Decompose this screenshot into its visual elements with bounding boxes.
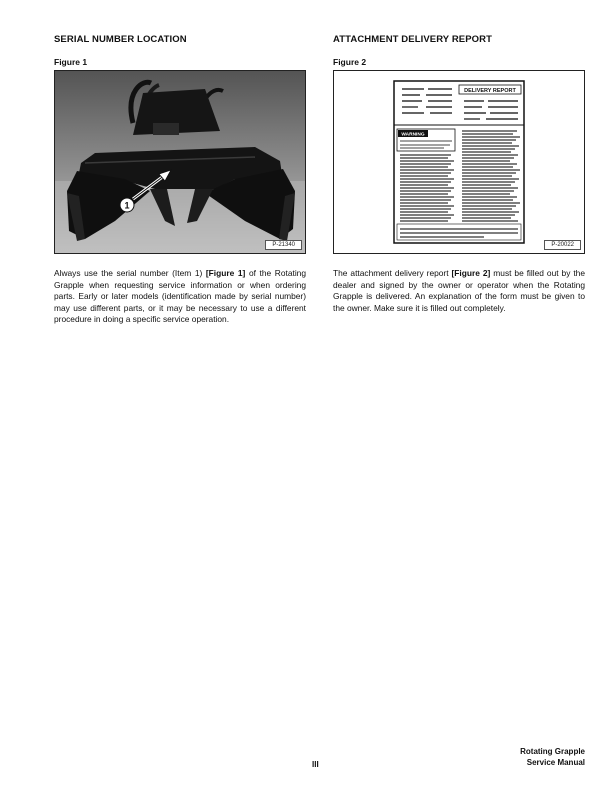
footer-title-line: Rotating Grapple bbox=[520, 747, 585, 756]
delivery-report-paragraph bbox=[333, 268, 585, 314]
paragraph-text: must be filled out by the dealer and signed by the owner or operator when the Rotating Grapple is delivered. An explanation of the form must be given to the owner. Make sure it is filled out completely. bbox=[333, 268, 586, 313]
footer-title-line: Service Manual bbox=[526, 758, 585, 767]
serial-number-paragraph bbox=[54, 268, 306, 326]
paragraph-text: of the Rotating Grapple when requesting service information or when ordering parts. Early or later models (identification made by serial number) may use different parts, or it may be necessary to use a different procedure in doing a specific service operation. bbox=[54, 268, 306, 325]
serial-number-heading: SERIAL NUMBER LOCATION bbox=[54, 34, 187, 45]
figure-1-photo bbox=[54, 70, 306, 254]
figure-1-label: Figure 1 bbox=[54, 57, 88, 67]
paragraph-text: The attachment delivery report bbox=[333, 268, 452, 278]
paragraph-text: Always use the serial number (Item 1) bbox=[54, 268, 206, 278]
figure-2-label: Figure 2 bbox=[333, 57, 367, 67]
delivery-report-form-illustration bbox=[334, 71, 584, 253]
grapple-photo-illustration bbox=[55, 71, 305, 253]
form-warning-label: WARNING bbox=[401, 132, 425, 138]
footer-title bbox=[520, 746, 585, 768]
figure-2-form bbox=[333, 70, 585, 254]
delivery-report-heading: ATTACHMENT DELIVERY REPORT bbox=[333, 34, 493, 45]
form-title: DELIVERY REPORT bbox=[464, 88, 516, 94]
figure-reference: [Figure 1] bbox=[205, 268, 246, 278]
figure-1-code: P-21340 bbox=[265, 240, 302, 250]
page-number: III bbox=[312, 760, 319, 769]
figure-2-code: P-20022 bbox=[544, 240, 581, 250]
figure-reference: [Figure 2] bbox=[451, 268, 491, 278]
callout-number: 1 bbox=[124, 200, 130, 211]
